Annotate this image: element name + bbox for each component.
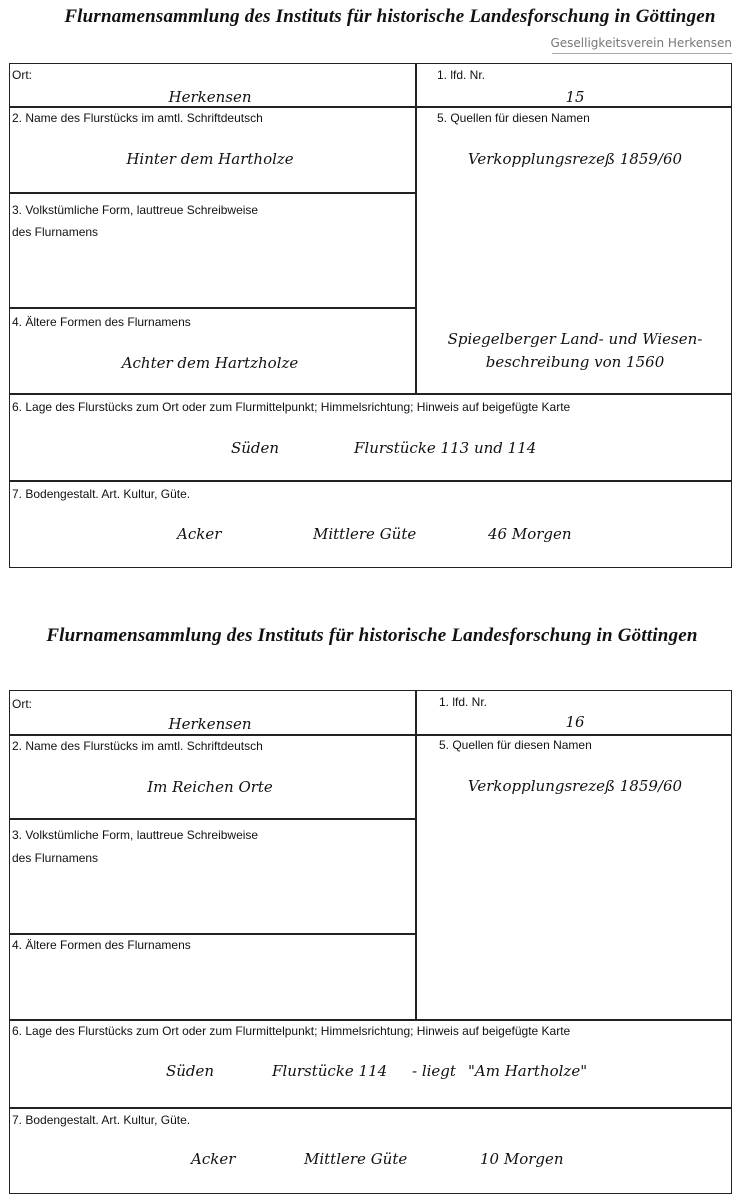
lfd-nr-label: 1. lfd. Nr. [437,68,486,82]
lage-direction: Süden [166,1062,215,1080]
boden-guete: Mittlere Güte [313,525,417,543]
row-divider [10,480,731,482]
lfd-nr-label: 1. lfd. Nr. [439,695,488,709]
form-title-2: Flurnamensammlung des Instituts für historische Landesforschung in Göttingen [46,625,698,646]
lage-label: 6. Lage des Flurstücks zum Ort oder zum Flurmittelpunkt; Himmelsrichtung; Hinweis auf beigefügte Karte [12,400,571,414]
column-divider [415,64,417,394]
quellen-label: 5. Quellen für diesen Namen [439,738,592,752]
boden-label: 7. Bodengestalt. Art. Kultur, Güte. [12,1113,191,1127]
boden-guete: Mittlere Güte [304,1150,408,1168]
record-card-2 [9,690,732,1194]
row-divider [10,1019,731,1021]
name-label: 2. Name des Flurstücks im amtl. Schriftdeutsch [12,739,263,753]
club-name: Geselligkeitsverein Herkensen [550,36,732,50]
volks-label: 3. Volkstümliche Form, lauttreue Schreibweise [12,203,259,217]
lage-reference: "Am Hartholze" [468,1062,588,1080]
quellen-value-2b: beschreibung von 1560 [485,353,665,371]
aeltere-label: 4. Ältere Formen des Flurnamens [12,315,191,329]
lfd-nr-value: 16 [565,713,585,731]
lage-parcels: Flurstücke 113 und 114 [354,439,537,457]
lage-direction: Süden [231,439,280,457]
row-divider [10,818,415,820]
column-divider [415,691,417,1021]
volks-label: 3. Volkstümliche Form, lauttreue Schreibweise [12,828,259,842]
aeltere-value: Achter dem Hartzholze [121,354,299,372]
volks-label-2: des Flurnamens [12,225,99,239]
boden-groesse: 46 Morgen [488,525,572,543]
row-divider [10,106,731,108]
ort-label: Ort: [12,68,32,82]
lfd-nr-value: 15 [565,88,585,106]
quellen-label: 5. Quellen für diesen Namen [437,111,590,125]
boden-label: 7. Bodengestalt. Art. Kultur, Güte. [12,487,191,501]
club-underline [552,53,732,54]
name-label: 2. Name des Flurstücks im amtl. Schriftdeutsch [12,111,263,125]
lage-note: - liegt [412,1062,456,1080]
row-divider [10,933,415,935]
ort-label: Ort: [12,697,32,711]
ort-value: Herkensen [168,88,252,106]
quellen-value: Verkopplungsrezeß 1859/60 [467,777,683,795]
aeltere-label: 4. Ältere Formen des Flurnamens [12,938,191,952]
lage-parcels: Flurstücke 114 [272,1062,388,1080]
row-divider [10,393,731,395]
record-card-1 [9,63,732,568]
row-divider [10,1107,731,1109]
row-divider [10,734,731,736]
quellen-value-2a: Spiegelberger Land- und Wiesen- [447,330,703,348]
volks-label-2: des Flurnamens [12,851,99,865]
name-value: Im Reichen Orte [147,778,273,796]
ort-value: Herkensen [168,715,252,733]
quellen-value: Verkopplungsrezeß 1859/60 [467,150,683,168]
name-value: Hinter dem Hartholze [126,150,294,168]
boden-groesse: 10 Morgen [480,1150,564,1168]
lage-label: 6. Lage des Flurstücks zum Ort oder zum Flurmittelpunkt; Himmelsrichtung; Hinweis auf beigefügte Karte [12,1024,571,1038]
row-divider [10,192,415,194]
row-divider [10,307,415,309]
boden-art: Acker [191,1150,236,1168]
form-title: Flurnamensammlung des Instituts für historische Landesforschung in Göttingen [64,6,716,27]
boden-art: Acker [177,525,222,543]
